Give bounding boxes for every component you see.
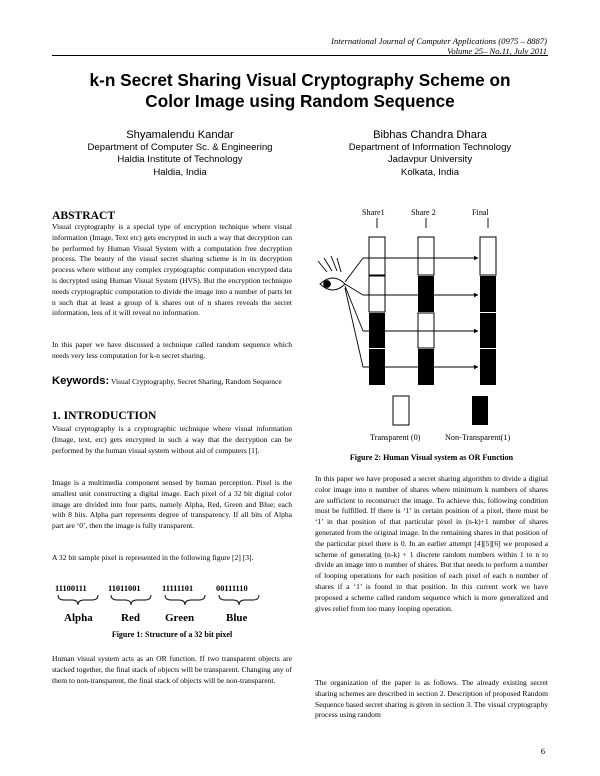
intro-paragraph-2: Image is a multimedia component sensed by human perception. Pixel is the smallest unit constructing a digital image. Each pixel of a 32 bit digital color image are divided into four parts, namely Alpha, Red, Green and Blue; each with 8 bits. Alpha part represents degree of transparency. If all bits of Alpha part are ‘0’, then the image is fully transparent. — [52, 478, 292, 531]
brace-blue — [219, 595, 259, 605]
title-line-1: k-n Secret Sharing Visual Cryptography Scheme on — [89, 70, 511, 90]
final-opaque — [480, 349, 496, 385]
keywords — [52, 376, 292, 388]
label-share1: Share1 — [362, 208, 385, 217]
sight-line — [345, 288, 363, 367]
intro-heading: 1. INTRODUCTION — [52, 409, 157, 422]
intro-paragraph-1: Visual cryptography is a cryptographic technique where visual information (Image, text, etc) gets encrypted in such a way that the decryption can be performed by the human visual system without aid of computers [1]. — [52, 424, 292, 455]
keywords-text: Visual Cryptography, Secret Sharing, Random Sequence — [110, 377, 282, 386]
legend-opaque-box — [472, 396, 488, 425]
page-number: 6 — [540, 746, 545, 756]
stack-row-transparent-transparent — [369, 237, 496, 275]
right-paragraph-2: The organization of the paper is as follows. The already existing secret sharing schemes are described in section 2. Description of proposed Random Sequence based secret sharing is given in section 3. The visual cryptography process using random — [315, 678, 548, 720]
share2-opaque — [418, 276, 434, 312]
stack-row-transparent-opaque — [369, 276, 496, 312]
intro-paragraph-4: Human visual system acts as an OR function. If two transparent objects are stacked together, the final stack of objects will be transparent. Changing any of them to non-transparent, the final stack of objects will be non-transparent. — [52, 654, 292, 685]
bits-red: 11011001 — [108, 584, 141, 593]
bits-alpha: 11100111 — [55, 584, 87, 593]
bits-green: 11111101 — [162, 584, 194, 593]
final-opaque — [480, 276, 496, 312]
label-blue: Blue — [226, 612, 248, 624]
journal-volume: Volume 25– No.11, July 2011 — [447, 46, 547, 56]
eye-pupil-icon — [324, 281, 331, 288]
intro-paragraph-3: A 32 bit sample pixel is represented in the following figure [2] [3]. — [52, 553, 254, 562]
figure1-caption: Figure 1: Structure of a 32 bit pixel — [111, 630, 233, 639]
share2-transparent — [418, 313, 434, 348]
title-line-2: Color Image using Random Sequence — [145, 91, 455, 111]
author-inst: Jadavpur University — [387, 154, 473, 166]
abstract-paragraph-2: In this paper we have discussed a technique called random sequence which needs very less computation for k-n secret sharing. — [52, 340, 292, 360]
label-alpha: Alpha — [64, 612, 93, 624]
figure2-caption: Figure 2: Human Visual system as OR Function — [349, 453, 514, 462]
author-place: Haldia, India — [153, 166, 207, 178]
journal-name: International Journal of Computer Applications (0975 – 8887) — [331, 36, 547, 46]
abstract-paragraph-1: Visual cryptography is a special type of encryption technique where visual information (Image, Text etc) gets encrypted in such a way that decryption can be performed by Human Visual System with a computation free decryption process. The beauty of the visual secret sharing scheme is in its decryption process where without any complex cryptographic computation encrypted data is decrypted using Human Visual System (HVS). But the encryption technique needs cryptographic computation to divide the image into a number of parts let n such that at least a group of k shares out of n shares reveals the secret information, less of it will reveal no information. — [52, 222, 292, 318]
legend-transparent-label: Transparent (0) — [370, 433, 421, 442]
final-transparent — [480, 237, 496, 275]
brace-green — [165, 595, 205, 605]
brace-alpha — [58, 595, 98, 605]
author-place: Kolkata, India — [400, 166, 460, 178]
author-name: Bibhas Chandra Dhara — [373, 129, 487, 141]
author-dept: Department of Computer Sc. & Engineering — [87, 142, 273, 153]
label-red: Red — [121, 612, 140, 624]
author-block-2 — [320, 128, 540, 179]
final-opaque — [480, 313, 496, 348]
header-rule — [52, 55, 548, 56]
label-green: Green — [165, 612, 195, 624]
sight-line — [345, 286, 363, 331]
legend-transparent-box — [393, 396, 409, 425]
legend-nontransparent-label: Non-Transparent(1) — [445, 433, 511, 442]
author-dept: Department of Information Technology — [348, 142, 512, 153]
author-inst: Haldia Institute of Technology — [117, 154, 243, 166]
author-block-1 — [70, 128, 290, 179]
share1-opaque — [369, 313, 385, 348]
share2-transparent — [418, 237, 434, 275]
bits-blue: 00111110 — [216, 584, 248, 593]
share1-transparent — [369, 276, 385, 312]
label-share2: Share 2 — [411, 208, 436, 217]
share1-transparent — [369, 237, 385, 275]
journal-header — [331, 36, 547, 56]
stack-row-opaque-transparent — [369, 313, 496, 348]
author-name: Shyamalendu Kandar — [126, 129, 234, 141]
abstract-heading: ABSTRACT — [52, 209, 116, 222]
or-function-diagram — [315, 216, 548, 430]
label-final: Final — [472, 208, 489, 217]
right-paragraph-1: In this paper we have proposed a secret sharing algorithm to divide a digital color image into n number of shares where minimum k numbers of shares are sufficient to reconstruct the image. To achieve this, following condition must be fulfilled. If there is ‘1’ in certain position of a pixel, there must be ‘1’ in that position of that particular pixel in (n-k)+1 number of shares generated from the original image. In the remaining shares in that position of the particular pixel there is 0. In an earlier attempt [4][5][6] we proposed a scheme of generating (n-k) + 1 discrete random numbers within 1 to n to divide an image into n number of shares. But that needs to perform a number of looping operations for each position of each pixel of each n number of shares if a ‘1’ is found in that position. In this current work we have proposed a scheme called random sequence which is more generalized and gives relief from too many looping operation. — [315, 474, 548, 613]
sight-line — [345, 258, 363, 282]
eyelash-icon — [318, 256, 341, 272]
brace-red — [111, 595, 151, 605]
paper-title — [40, 70, 560, 112]
keywords-label: Keywords: — [52, 375, 110, 387]
